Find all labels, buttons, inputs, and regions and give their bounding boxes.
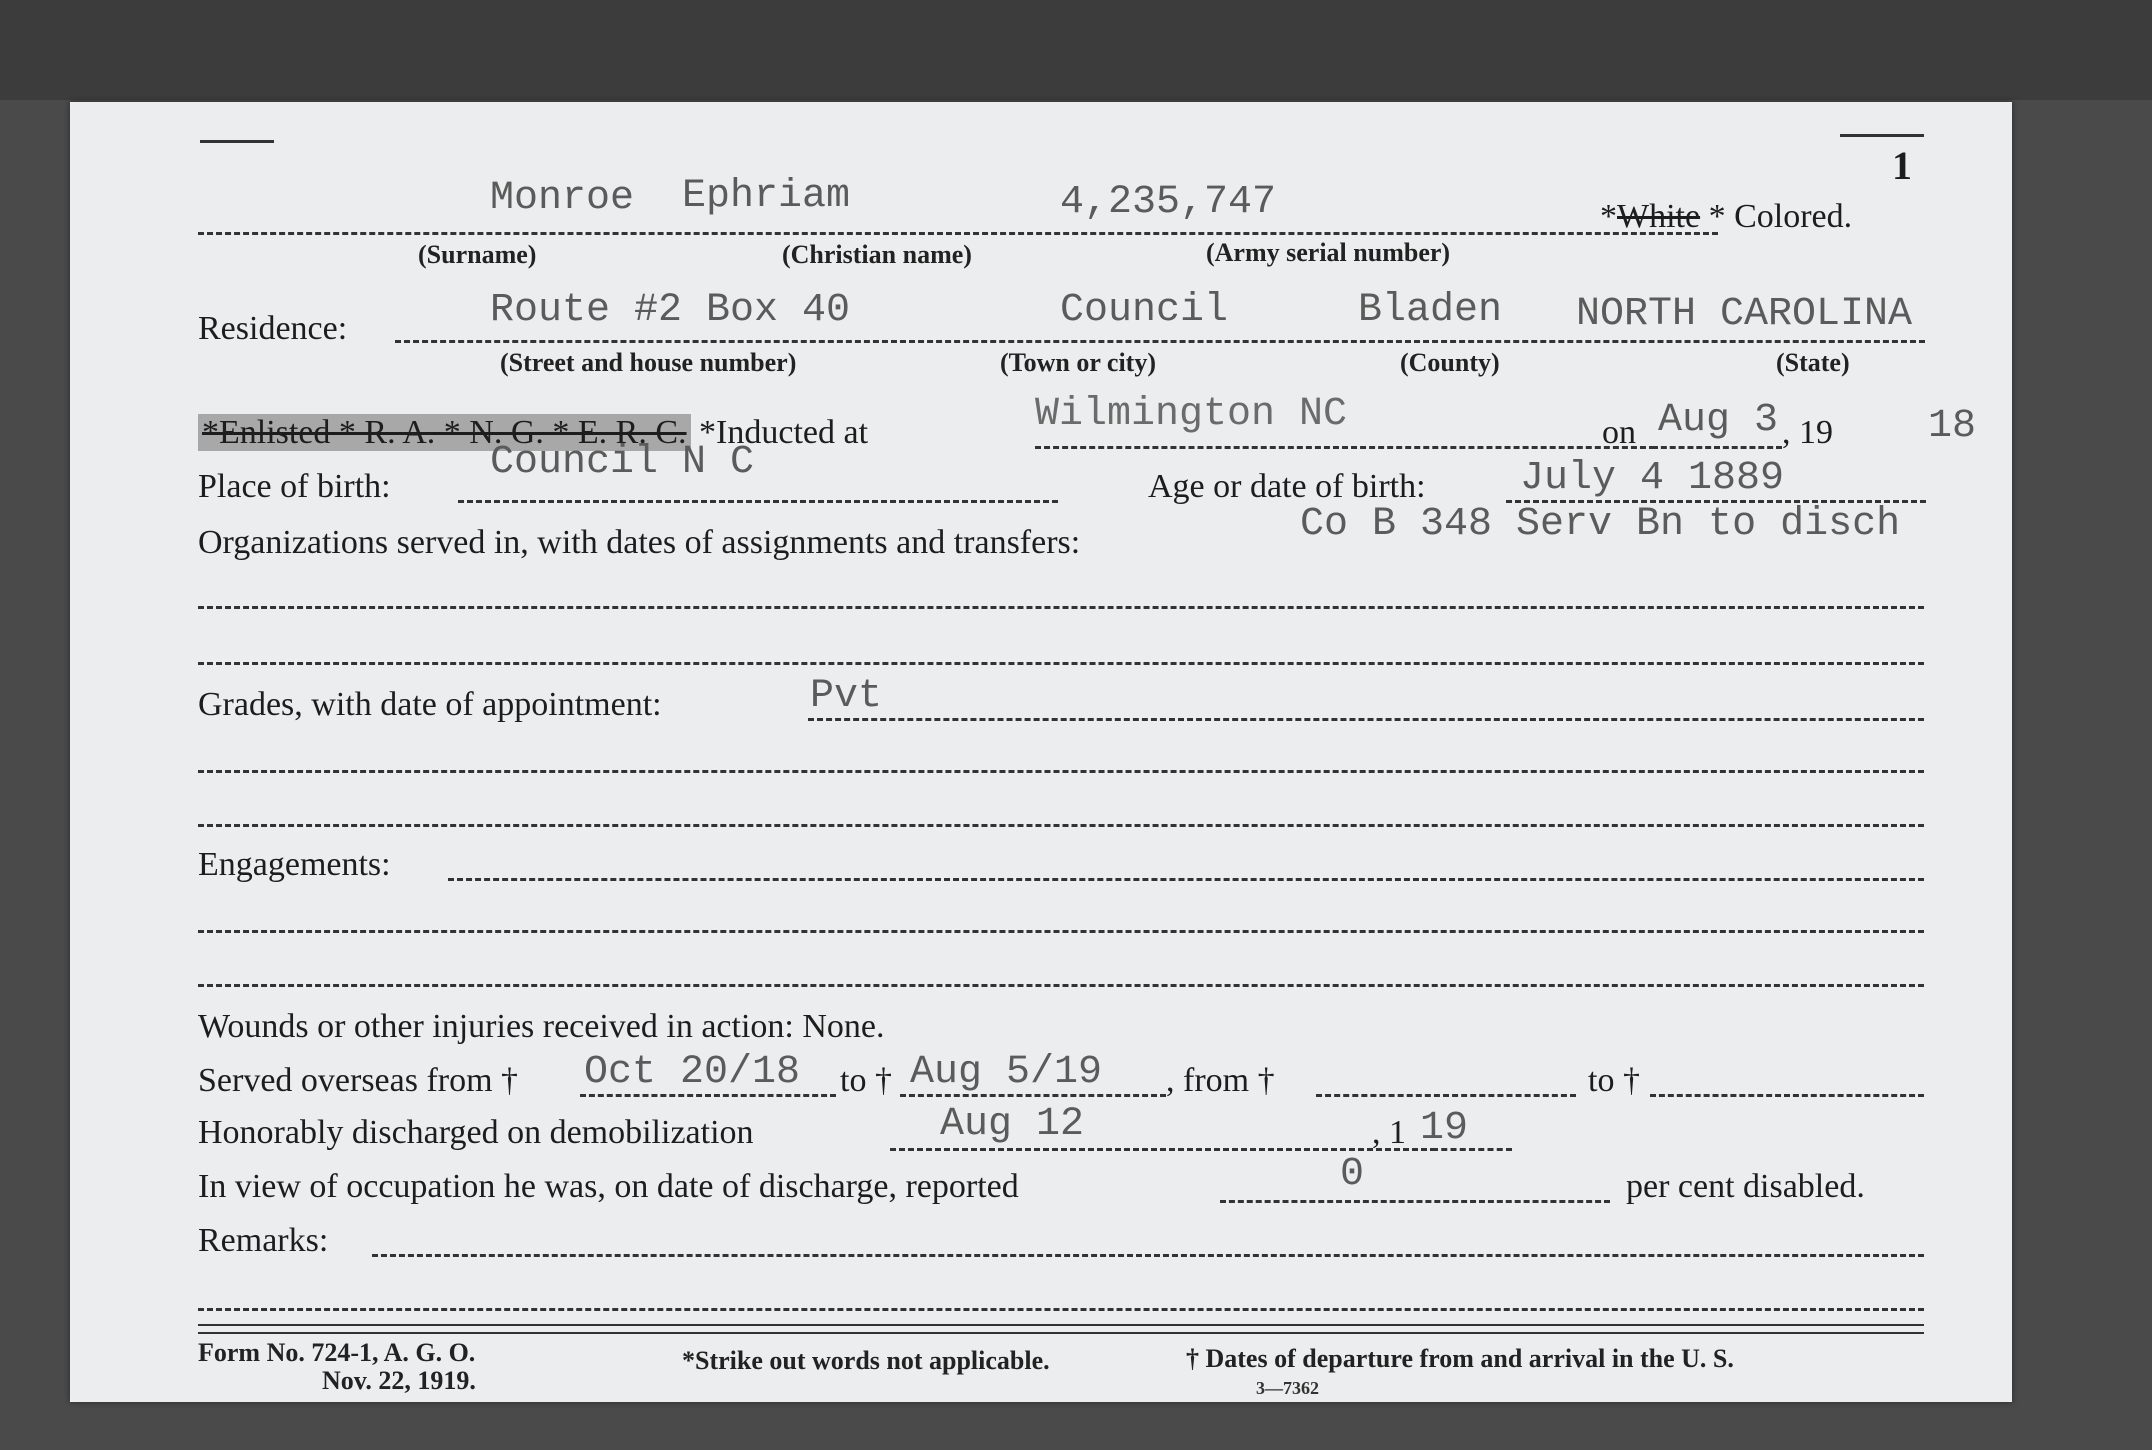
induction-on-label: on [1602, 414, 1636, 451]
form-date: Nov. 22, 1919. [322, 1366, 476, 1395]
corner-rule-left [200, 140, 274, 143]
organizations-line-2 [198, 606, 1924, 609]
induction-date-value: Aug 3 [1658, 398, 1779, 443]
residence-county-value: Bladen [1358, 288, 1503, 333]
engagements-line-3 [198, 984, 1924, 987]
corner-rule-right [1840, 134, 1924, 137]
grades-line-2 [198, 770, 1924, 773]
grades-line-3 [198, 824, 1924, 827]
residence-line [395, 340, 1925, 343]
birth-place-label: Place of birth: [198, 468, 391, 505]
grades-label: Grades, with date of appointment: [198, 686, 662, 723]
county-caption: (County) [1400, 348, 1500, 377]
overseas-to2-label: to † [1588, 1062, 1640, 1099]
grades-value: Pvt [810, 674, 883, 719]
disability-label: In view of occupation he was, on date of discharge, reported [198, 1168, 1019, 1205]
birth-place-line [458, 500, 1058, 503]
inducted-at-line [1035, 446, 1655, 449]
christian-name-caption: (Christian name) [782, 240, 972, 269]
race-selector: *White * Colored. [1600, 198, 1853, 235]
organizations-label: Organizations served in, with dates of assignments and transfers: [198, 524, 1081, 561]
state-caption: (State) [1776, 348, 1850, 377]
footer-rule-1 [198, 1324, 1924, 1326]
inducted-at-value: Wilmington NC [1035, 392, 1348, 437]
induction-year-value: 18 [1928, 404, 1977, 449]
town-caption: (Town or city) [1000, 348, 1156, 377]
residence-town-value: Council [1060, 288, 1229, 333]
disability-value: 0 [1340, 1152, 1365, 1197]
residence-state-value: NORTH CAROLINA [1576, 292, 1913, 337]
discharge-label: Honorably discharged on demobilization [198, 1114, 754, 1151]
organizations-value: Co B 348 Serv Bn to disch [1300, 502, 1901, 547]
induction-date-line [1652, 446, 1782, 449]
overseas-to-label: to † [840, 1062, 892, 1099]
print-code: 3—7362 [1256, 1378, 1319, 1398]
remarks-line-2 [198, 1308, 1924, 1311]
surname-value: Monroe [490, 176, 635, 221]
overseas-from2-label: , from † [1166, 1062, 1275, 1099]
overseas-to2-line [1650, 1094, 1924, 1097]
inducted-label: *Inducted at [699, 414, 869, 451]
wounds-label: Wounds or other injuries received in action: None. [198, 1008, 885, 1045]
form-number: Form No. 724-1, A. G. O. [198, 1338, 476, 1367]
page-number: 1 [1892, 143, 1912, 188]
serial-number-value: 4,235,747 [1060, 180, 1277, 225]
overseas-from2-line [1316, 1094, 1576, 1097]
disability-line [1220, 1200, 1610, 1203]
engagements-line [448, 878, 1924, 881]
birth-date-label: Age or date of birth: [1148, 468, 1426, 505]
name-line [198, 232, 1718, 235]
discharge-date-line [890, 1148, 1436, 1151]
induction-year-prefix: , 19 [1782, 414, 1833, 451]
race-white-struck: White [1617, 198, 1701, 235]
birth-place-value: Council N C [490, 440, 755, 485]
dates-note: † Dates of departure from and arrival in the U. S. [1186, 1344, 1734, 1373]
organizations-line-3 [198, 662, 1924, 665]
surname-caption: (Surname) [418, 240, 537, 269]
residence-label: Residence: [198, 310, 348, 347]
remarks-label: Remarks: [198, 1222, 329, 1259]
discharge-date-value: Aug 12 [940, 1102, 1085, 1147]
overseas-label: Served overseas from † [198, 1062, 519, 1099]
christian-name-value: Ephriam [682, 174, 851, 219]
overseas-to-value: Aug 5/19 [910, 1050, 1103, 1095]
grades-line [808, 718, 1924, 721]
remarks-line [372, 1254, 1924, 1257]
serial-number-caption: (Army serial number) [1206, 238, 1451, 267]
service-record-card [70, 102, 2012, 1402]
scan-background [0, 0, 2152, 100]
engagements-label: Engagements: [198, 846, 391, 883]
footer-rule-2 [198, 1332, 1924, 1334]
birth-date-value: July 4 1889 [1520, 456, 1785, 501]
enlisted-struck: *Enlisted * R. A. * N. G. * E. R. C. [198, 414, 691, 451]
residence-street-value: Route #2 Box 40 [490, 288, 851, 333]
race-colored: Colored. [1734, 198, 1853, 235]
street-caption: (Street and house number) [500, 348, 797, 377]
discharge-year-value: 19 [1420, 1106, 1469, 1151]
engagements-line-2 [198, 930, 1924, 933]
strike-out-note: *Strike out words not applicable. [682, 1346, 1050, 1375]
discharge-year-prefix: , 1 [1372, 1114, 1406, 1151]
overseas-from-value: Oct 20/18 [584, 1050, 801, 1095]
disability-suffix: per cent disabled. [1626, 1168, 1865, 1205]
